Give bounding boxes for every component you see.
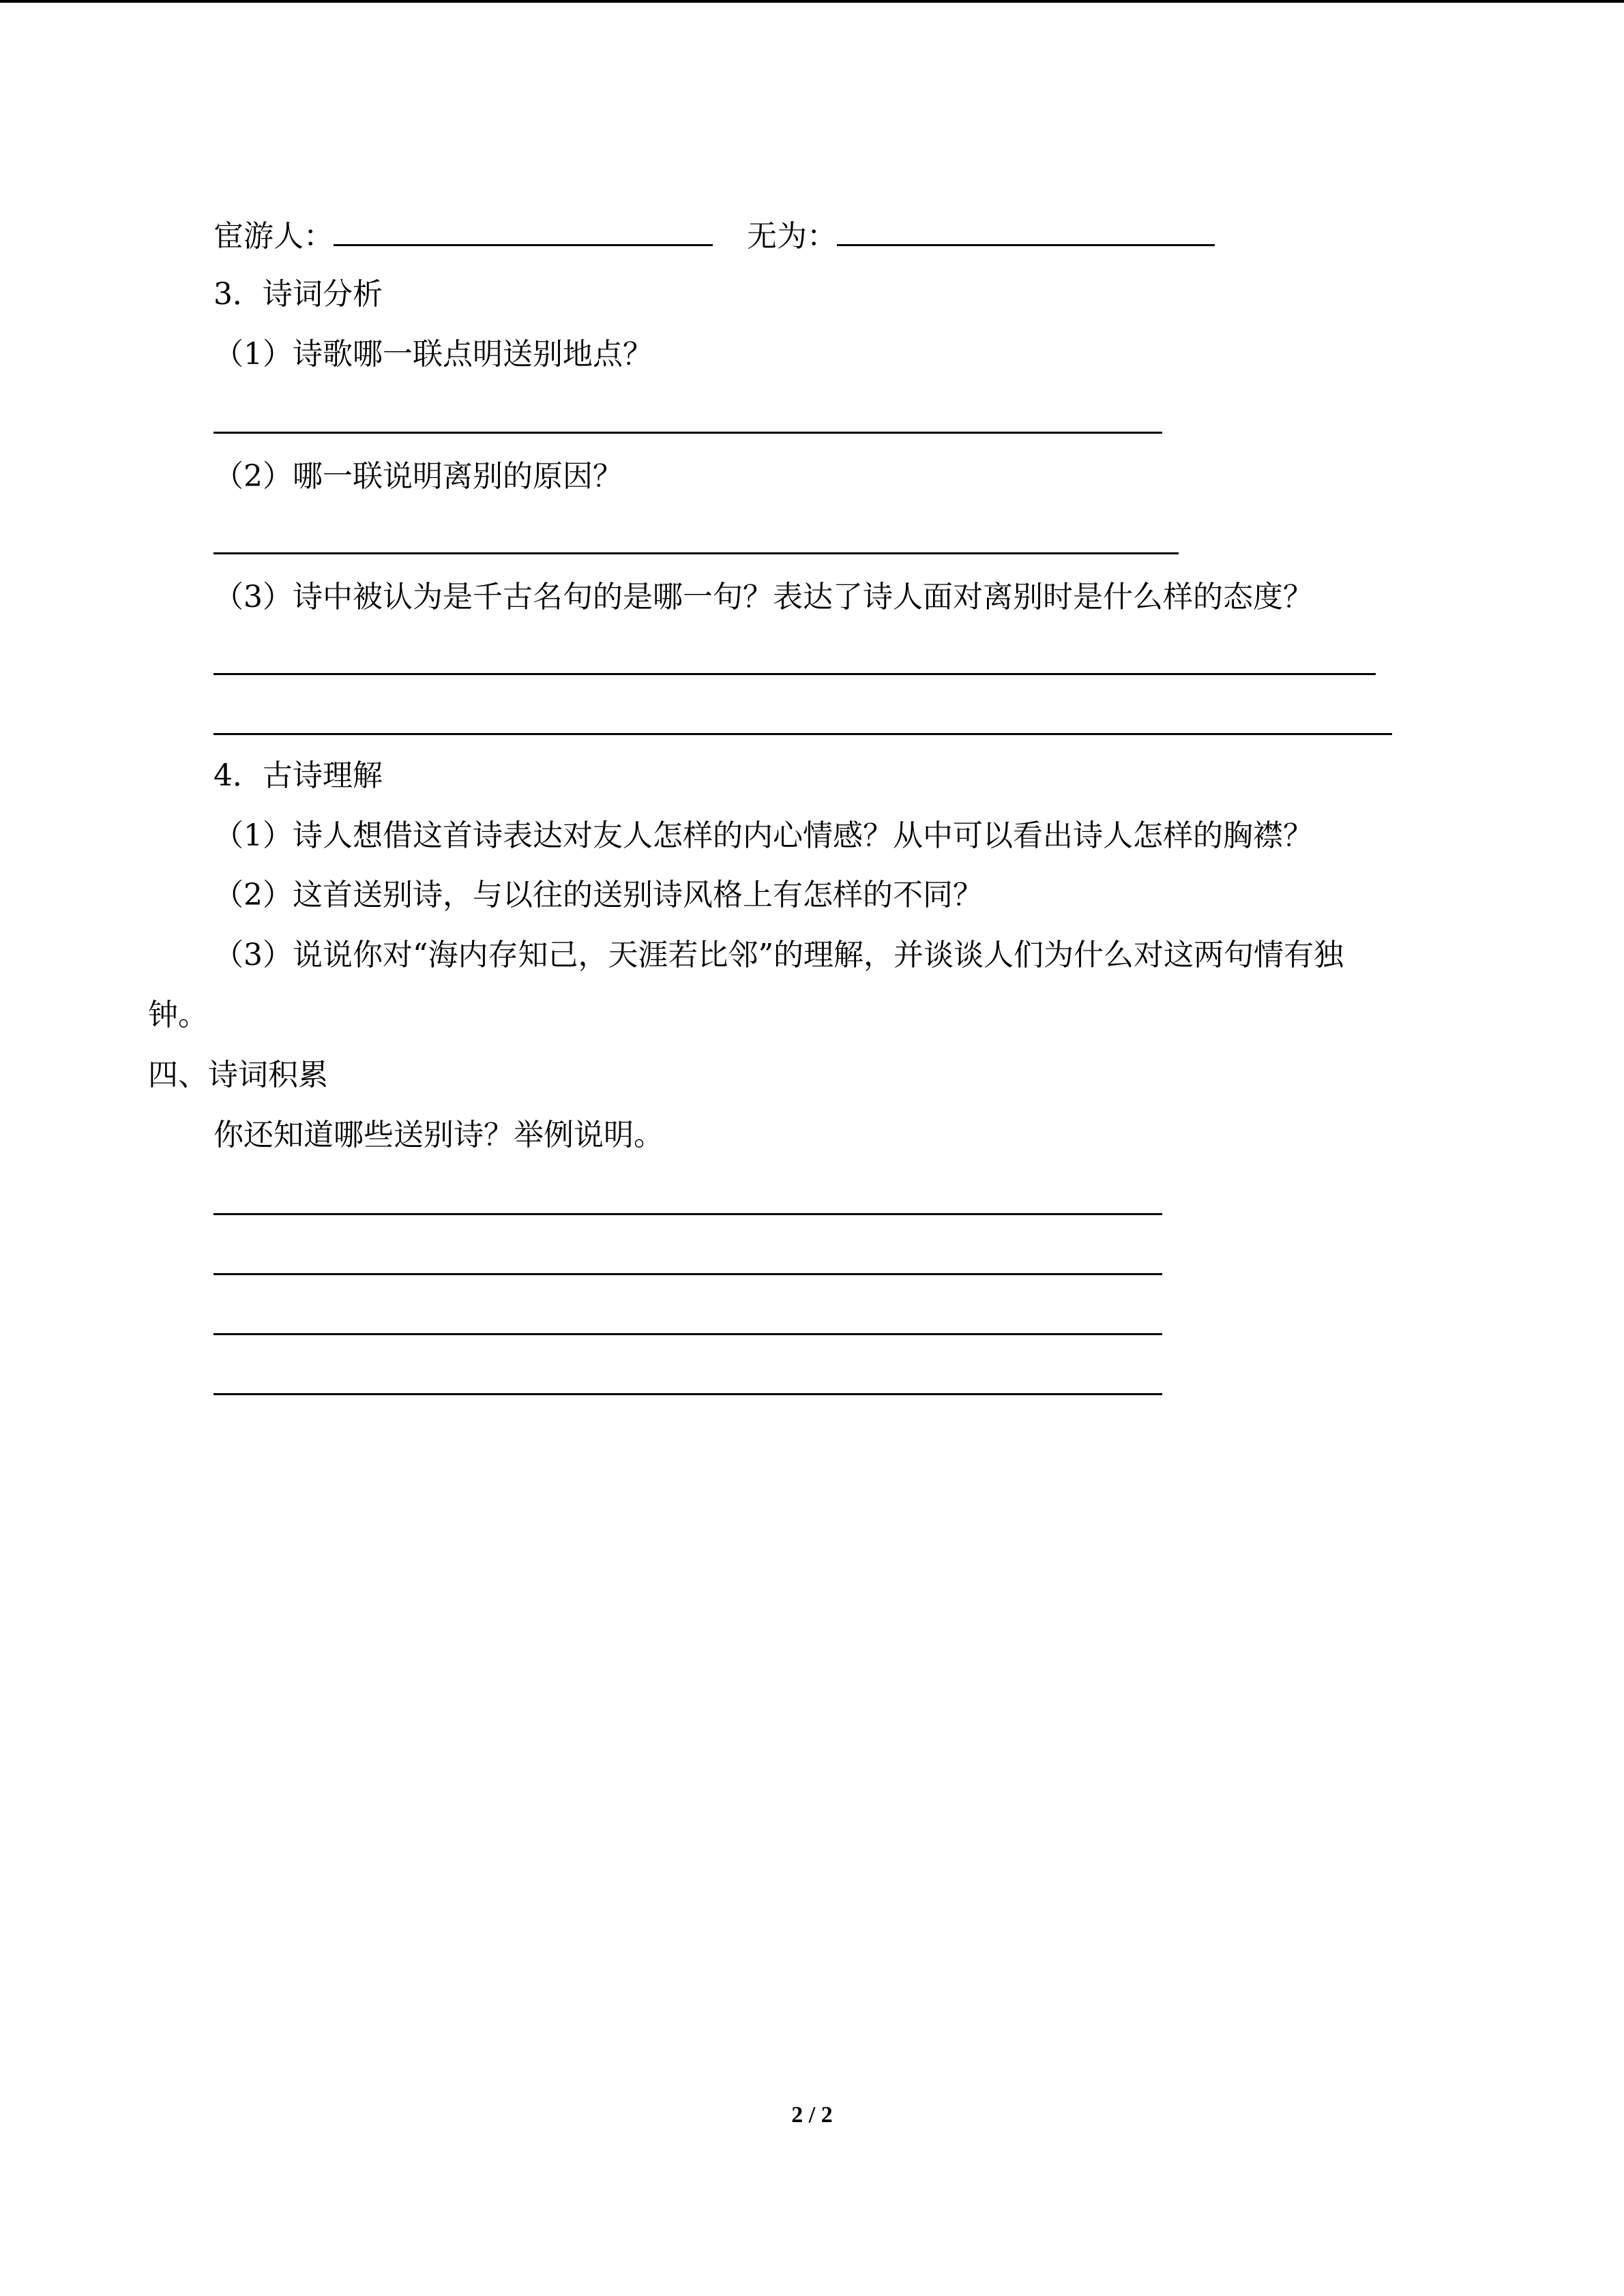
part-4-heading: 四、诗词积累 [148,1058,328,1092]
answer-line-4-2[interactable] [213,1273,1162,1275]
vocab-line [213,214,1215,257]
section-4-question-3-line-1: （3）说说你对“海内存知己，天涯若比邻”的理解，并谈谈人们为什么对这两句情有独 [213,938,1344,972]
section-3-question-1: （1）诗歌哪一联点明送别地点？ [213,337,653,372]
top-border [0,0,1624,3]
section-3-heading: 3．诗词分析 [213,277,383,312]
answer-line-4-3[interactable] [213,1333,1162,1335]
part-4-prompt: 你还知道哪些送别诗？举例说明。 [213,1118,664,1152]
page-number: 2 / 2 [791,2102,833,2128]
vocab-blank-1[interactable] [334,214,713,246]
section-4-question-2: （2）这首送别诗，与以往的送别诗风格上有怎样的不同？ [213,878,983,912]
answer-line-3-2[interactable] [213,552,1179,554]
vocab-blank-2[interactable] [837,214,1215,246]
answer-line-3-1[interactable] [213,432,1162,434]
answer-line-3-3b[interactable] [213,733,1392,735]
vocab-term-1: 宦游人： [213,219,334,254]
vocab-term-2: 无为： [747,219,837,254]
answer-line-4-4[interactable] [213,1393,1162,1395]
answer-line-3-3a[interactable] [213,673,1376,675]
section-4-question-3-line-2: 钟。 [148,998,208,1032]
section-3-question-3: （3）诗中被认为是千古名句的是哪一句？表达了诗人面对离别时是什么样的态度？ [213,580,1313,614]
section-3-question-2: （2）哪一联说明离别的原因？ [213,459,623,494]
section-4-heading: 4．古诗理解 [213,758,383,793]
section-4-question-1: （1）诗人想借这首诗表达对友人怎样的内心情感？从中可以看出诗人怎样的胸襟？ [213,818,1313,853]
answer-line-4-1[interactable] [213,1213,1162,1215]
